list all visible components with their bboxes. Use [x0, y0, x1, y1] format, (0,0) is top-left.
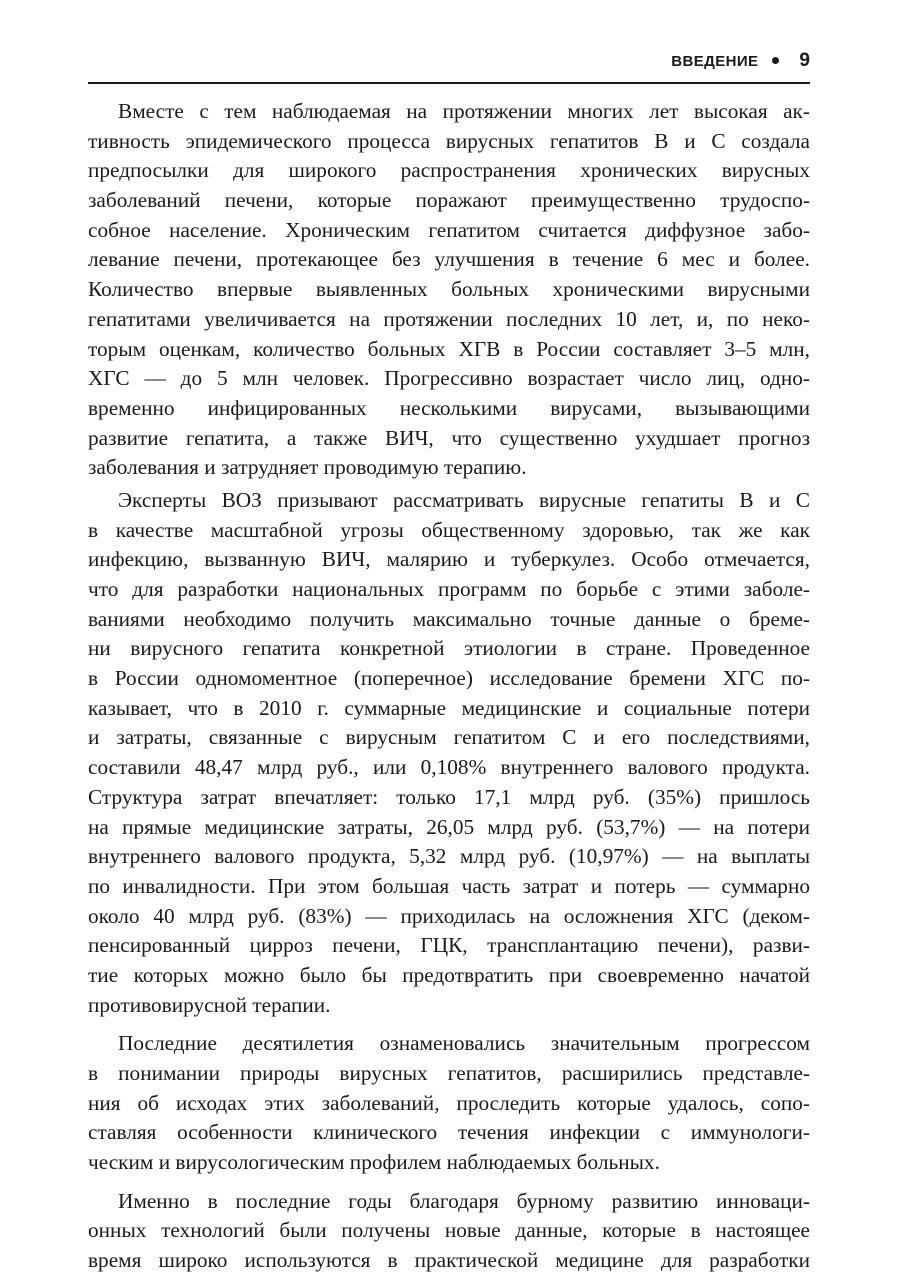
text-line: Структура затрат впечатляет: только 17,1 млрд руб. (35%) пришлось: [88, 784, 810, 809]
text-line: ния об исходах этих заболеваний, проследить которые удалось, сопо-: [88, 1090, 810, 1115]
text-line: на прямые медицинские затраты, 26,05 млрд руб. (53,7%) — на потери: [88, 814, 810, 839]
text-line: что для разработки национальных программ по борьбе с этими заболе-: [88, 577, 810, 601]
text-line: противовирусной терапии.: [88, 992, 331, 1017]
text-line: инфекцию, вызванную ВИЧ, малярию и туберкулез. Особо отмечается,: [88, 547, 810, 572]
text-line: развитие гепатита, а также ВИЧ, что существенно ухудшает прогноз: [88, 425, 810, 450]
text-line: Последние десятилетия ознаменовались значительным прогрессом: [118, 1031, 810, 1056]
text-line: составили 48,47 млрд руб., или 0,108% внутреннего валового продукта.: [88, 755, 810, 780]
text-line: Вместе с тем наблюдаемая на протяжении многих лет высокая ак-: [118, 99, 810, 123]
text-line: заболеваний печени, которые поражают преимущественно трудоспо-: [88, 188, 810, 213]
text-line: в качестве масштабной угрозы общественному здоровью, так же как: [88, 517, 810, 542]
text-line: по инвалидности. При этом большая часть затрат и потерь — суммарно: [88, 873, 810, 898]
text-line: ХГС — до 5 млн человек. Прогрессивно возрастает число лиц, одно-: [88, 366, 810, 391]
text-line: время широко используются в практической медицине для разработки: [88, 1248, 810, 1273]
text-line: заболевания и затрудняет проводимую терапию.: [88, 455, 527, 480]
text-line: тие которых можно было бы предотвратить при своевременно начатой: [88, 962, 810, 987]
text-line: около 40 млрд руб. (83%) — приходилась на осложнения ХГС (деком-: [88, 903, 810, 928]
text-line: предпосылки для широкого распространения хронических вирусных: [88, 158, 810, 183]
text-line: тивность эпидемического процесса вирусных гепатитов В и С создала: [88, 128, 810, 153]
text-line: казывает, что в 2010 г. суммарные медицинские и социальные потери: [88, 695, 810, 720]
paragraph: [88, 1029, 810, 1177]
text-line: временно инфицированных несколькими вирусами, вызывающими: [88, 395, 810, 420]
text-line: ни вирусного гепатита конкретной этиологии в стране. Проведенное: [88, 636, 810, 661]
text-line: онных технологий были получены новые данные, которые в настоящее: [88, 1218, 810, 1243]
text-line: пенсированный цирроз печени, ГЦК, трансплантацию печени), разви-: [88, 933, 810, 958]
section-name: ВВЕДЕНИЕ: [671, 53, 759, 70]
text-line: ваниями необходимо получить максимально точные данные о бреме-: [88, 606, 810, 631]
running-header: [88, 40, 810, 84]
text-line: внутреннего валового продукта, 5,32 млрд руб. (10,97%) — на выплаты: [88, 844, 810, 869]
text-line: и затраты, связанные с вирусным гепатитом С и его последствиями,: [88, 725, 810, 750]
text-line: Эксперты ВОЗ призывают рассматривать вирусные гепатиты В и С: [118, 487, 810, 512]
text-line: Именно в последние годы благодаря бурному развитию инноваци-: [118, 1188, 810, 1213]
text-line: в России одномоментное (поперечное) исследование бремени ХГС по-: [88, 666, 810, 691]
text-line: Количество впервые выявленных больных хроническими вирусными: [88, 277, 810, 302]
text-line: гепатитами увеличивается на протяжении последних 10 лет, и, по неко-: [88, 306, 810, 331]
text-line: собное население. Хроническим гепатитом считается диффузное забо-: [88, 217, 810, 242]
body-text: [88, 97, 810, 1276]
text-line: торым оценкам, количество больных ХГВ в России составляет 3–5 млн,: [88, 336, 810, 361]
bullet-icon: [772, 57, 779, 64]
text-line: ческим и вирусологическим профилем наблюдаемых больных.: [88, 1150, 660, 1175]
paragraph: [88, 486, 810, 1020]
text-line: в понимании природы вирусных гепатитов, расширились представле-: [88, 1061, 810, 1085]
text-line: левание печени, протекающее без улучшения в течение 6 мес и более.: [88, 247, 810, 272]
text-line: ставляя особенности клинического течения инфекции с иммунологи-: [88, 1120, 810, 1145]
paragraph: [88, 97, 810, 483]
header-right: [671, 50, 810, 72]
page-number: 9: [799, 50, 810, 71]
paragraph: [88, 1187, 810, 1276]
